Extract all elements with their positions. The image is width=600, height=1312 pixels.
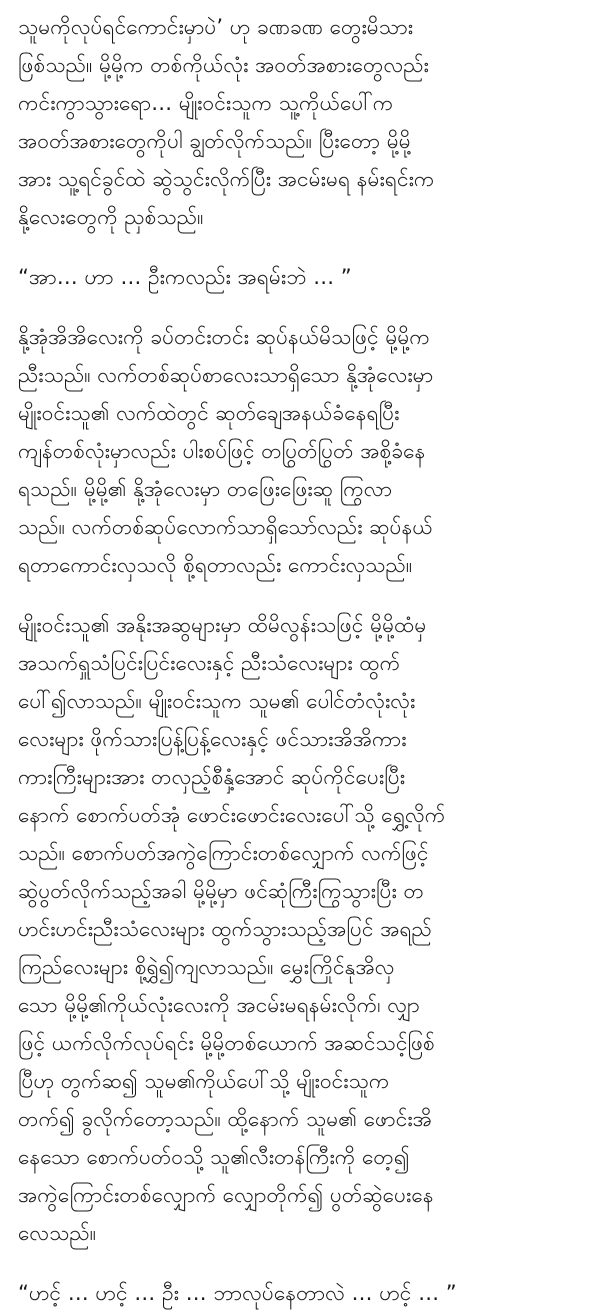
text-line: အား သူ့ရင်ခွင်ထဲ ဆွဲသွင်းလိုက်ပြီး အငမ်းမရ နမ်းရင်းက bbox=[18, 167, 435, 191]
text-line: ကင်းကွာသွားရော… မျိုးဝင်းသူက သူ့ကိုယ်ပေါ်က bbox=[18, 91, 394, 115]
text-line: အဝတ်အစားတွေကိုပါ ချွတ်လိုက်သည်။ ပြီးတော့ မို့မို့ bbox=[18, 129, 411, 153]
text-line: ပေါ်၍လာသည်။ မျိုးဝင်းသူက သူမ၏ ပေါင်တံလုံးလုံး bbox=[18, 689, 416, 713]
text-line: အကွဲကြောင်းတစ်လျှောက် လျှောတိုက်၍ ပွတ်ဆွဲပေးနေ bbox=[18, 1183, 434, 1207]
text-line: ကားကြီးများအား တလှည့်စီနှံ့အောင် ဆုပ်ကိုင်ပေးပြီး bbox=[18, 765, 406, 789]
text-line: မျိုးဝင်းသူ၏ အနိုးအဆွများမှာ ထိမိလွန်းသဖြင့် မို့မို့ထံမှ bbox=[18, 613, 427, 637]
text-line: ကြည်လေးများ စို့ရွှဲ၍ကျလာသည်။ မွှေးကြိုင်နုအိလှ bbox=[18, 955, 395, 979]
text-line: ကျန်တစ်လုံးမှာလည်း ပါးစပ်ဖြင့် တပြွတ်ပြွတ် အစို့ခံနေ bbox=[18, 439, 426, 463]
paragraph-2 bbox=[18, 318, 578, 584]
text-line: လေသည်။ bbox=[18, 1221, 97, 1245]
text-line: ဟင်းဟင်းညီးသံလေးများ ထွက်သွားသည့်အပြင် အရည် bbox=[18, 917, 432, 941]
text-line: နောက် စောက်ပတ်အုံ ဖောင်းဖောင်းလေးပေါ်သို့ ရွှေ့လိုက် bbox=[18, 803, 446, 827]
paragraph-3 bbox=[18, 606, 578, 1252]
text-line: ဖြင့် ယက်လိုက်လုပ်ရင်း မို့မို့တစ်ယောက် အဆင်သင့်ဖြစ် bbox=[18, 1031, 435, 1055]
text-line: အသက်ရှူသံပြင်းပြင်းလေးနှင့် ညီးသံလေးများ ထွက် bbox=[18, 651, 401, 675]
text-line: သူမကိုလုပ်ရင်ကောင်းမှာပဲ’ ဟု ခဏခဏ တွေးမိသား bbox=[18, 15, 414, 39]
text-line: နေသော စောက်ပတ်ဝသို့ သူ၏လီးတန်ကြီးကို တေ့၍ bbox=[18, 1145, 410, 1169]
text-line: ပြီဟု တွက်ဆ၍ သူမ၏ကိုယ်ပေါ်သို့ မျိုးဝင်းသူက bbox=[18, 1069, 390, 1093]
text-line: သည်။ လက်တစ်ဆုပ်လောက်သာရှိသော်လည်း ဆုပ်နယ် bbox=[18, 515, 433, 539]
text-line: နို့လေးတွေကို ညှစ်သည်။ bbox=[18, 205, 204, 229]
text-line: ရတာကောင်းလှသလို စို့ရတာလည်း ကောင်းလှသည်။ bbox=[18, 553, 413, 577]
dialogue-quote-1: “အာ… ဟာ … ဦးကလည်း အရမ်းဘဲ … ” bbox=[18, 265, 352, 289]
text-line: ဖြစ်သည်။ မို့မို့က တစ်ကိုယ်လုံး အဝတ်အစားတွေလည်း bbox=[18, 53, 429, 77]
dialogue-quote-2: “ဟင့် … ဟင့် … ဦး … ဘာလုပ်နေတာလဲ … ဟင့် … ” bbox=[18, 1281, 457, 1305]
text-line: မျိုးဝင်းသူ၏ လက်ထဲတွင် ဆုတ်ချေအနယ်ခံနေရပြီး bbox=[18, 401, 400, 425]
text-line: ရသည်။ မို့မို့၏ နို့အုံလေးမှာ တဖြေးဖြေးဆူ ကြွလာ bbox=[18, 477, 393, 501]
text-line: ဆွဲပွတ်လိုက်သည့်အခါ မို့မို့မှာ ဖင်ဆုံကြီးကြွသွားပြီး တ bbox=[18, 879, 424, 903]
text-line: ညီးသည်။ လက်တစ်ဆုပ်စာလေးသာရှိသော နို့အုံလေးမှာ bbox=[18, 363, 434, 387]
text-line: သော မို့မို့၏ကိုယ်လုံးလေးကို အငမ်းမရနမ်းလိုက်၊ လျှာ bbox=[18, 993, 420, 1017]
text-line: နို့အုံအိအိလေးကို ခပ်တင်းတင်း ဆုပ်နယ်မိသဖြင့် မို့မို့က bbox=[18, 325, 430, 349]
paragraph-1 bbox=[18, 8, 578, 236]
text-line: လေးများ ဖိုက်သားပြန့်ပြန့်လေးနှင့် ဖင်သားအိအိကား bbox=[18, 727, 407, 751]
text-line: သည်။ စောက်ပတ်အကွဲကြောင်းတစ်လျှောက် လက်ဖြင့် bbox=[18, 841, 429, 865]
text-line: တက်၍ ခွလိုက်တော့သည်။ ထို့နောက် သူမ၏ ဖောင်းအိ bbox=[18, 1107, 432, 1131]
